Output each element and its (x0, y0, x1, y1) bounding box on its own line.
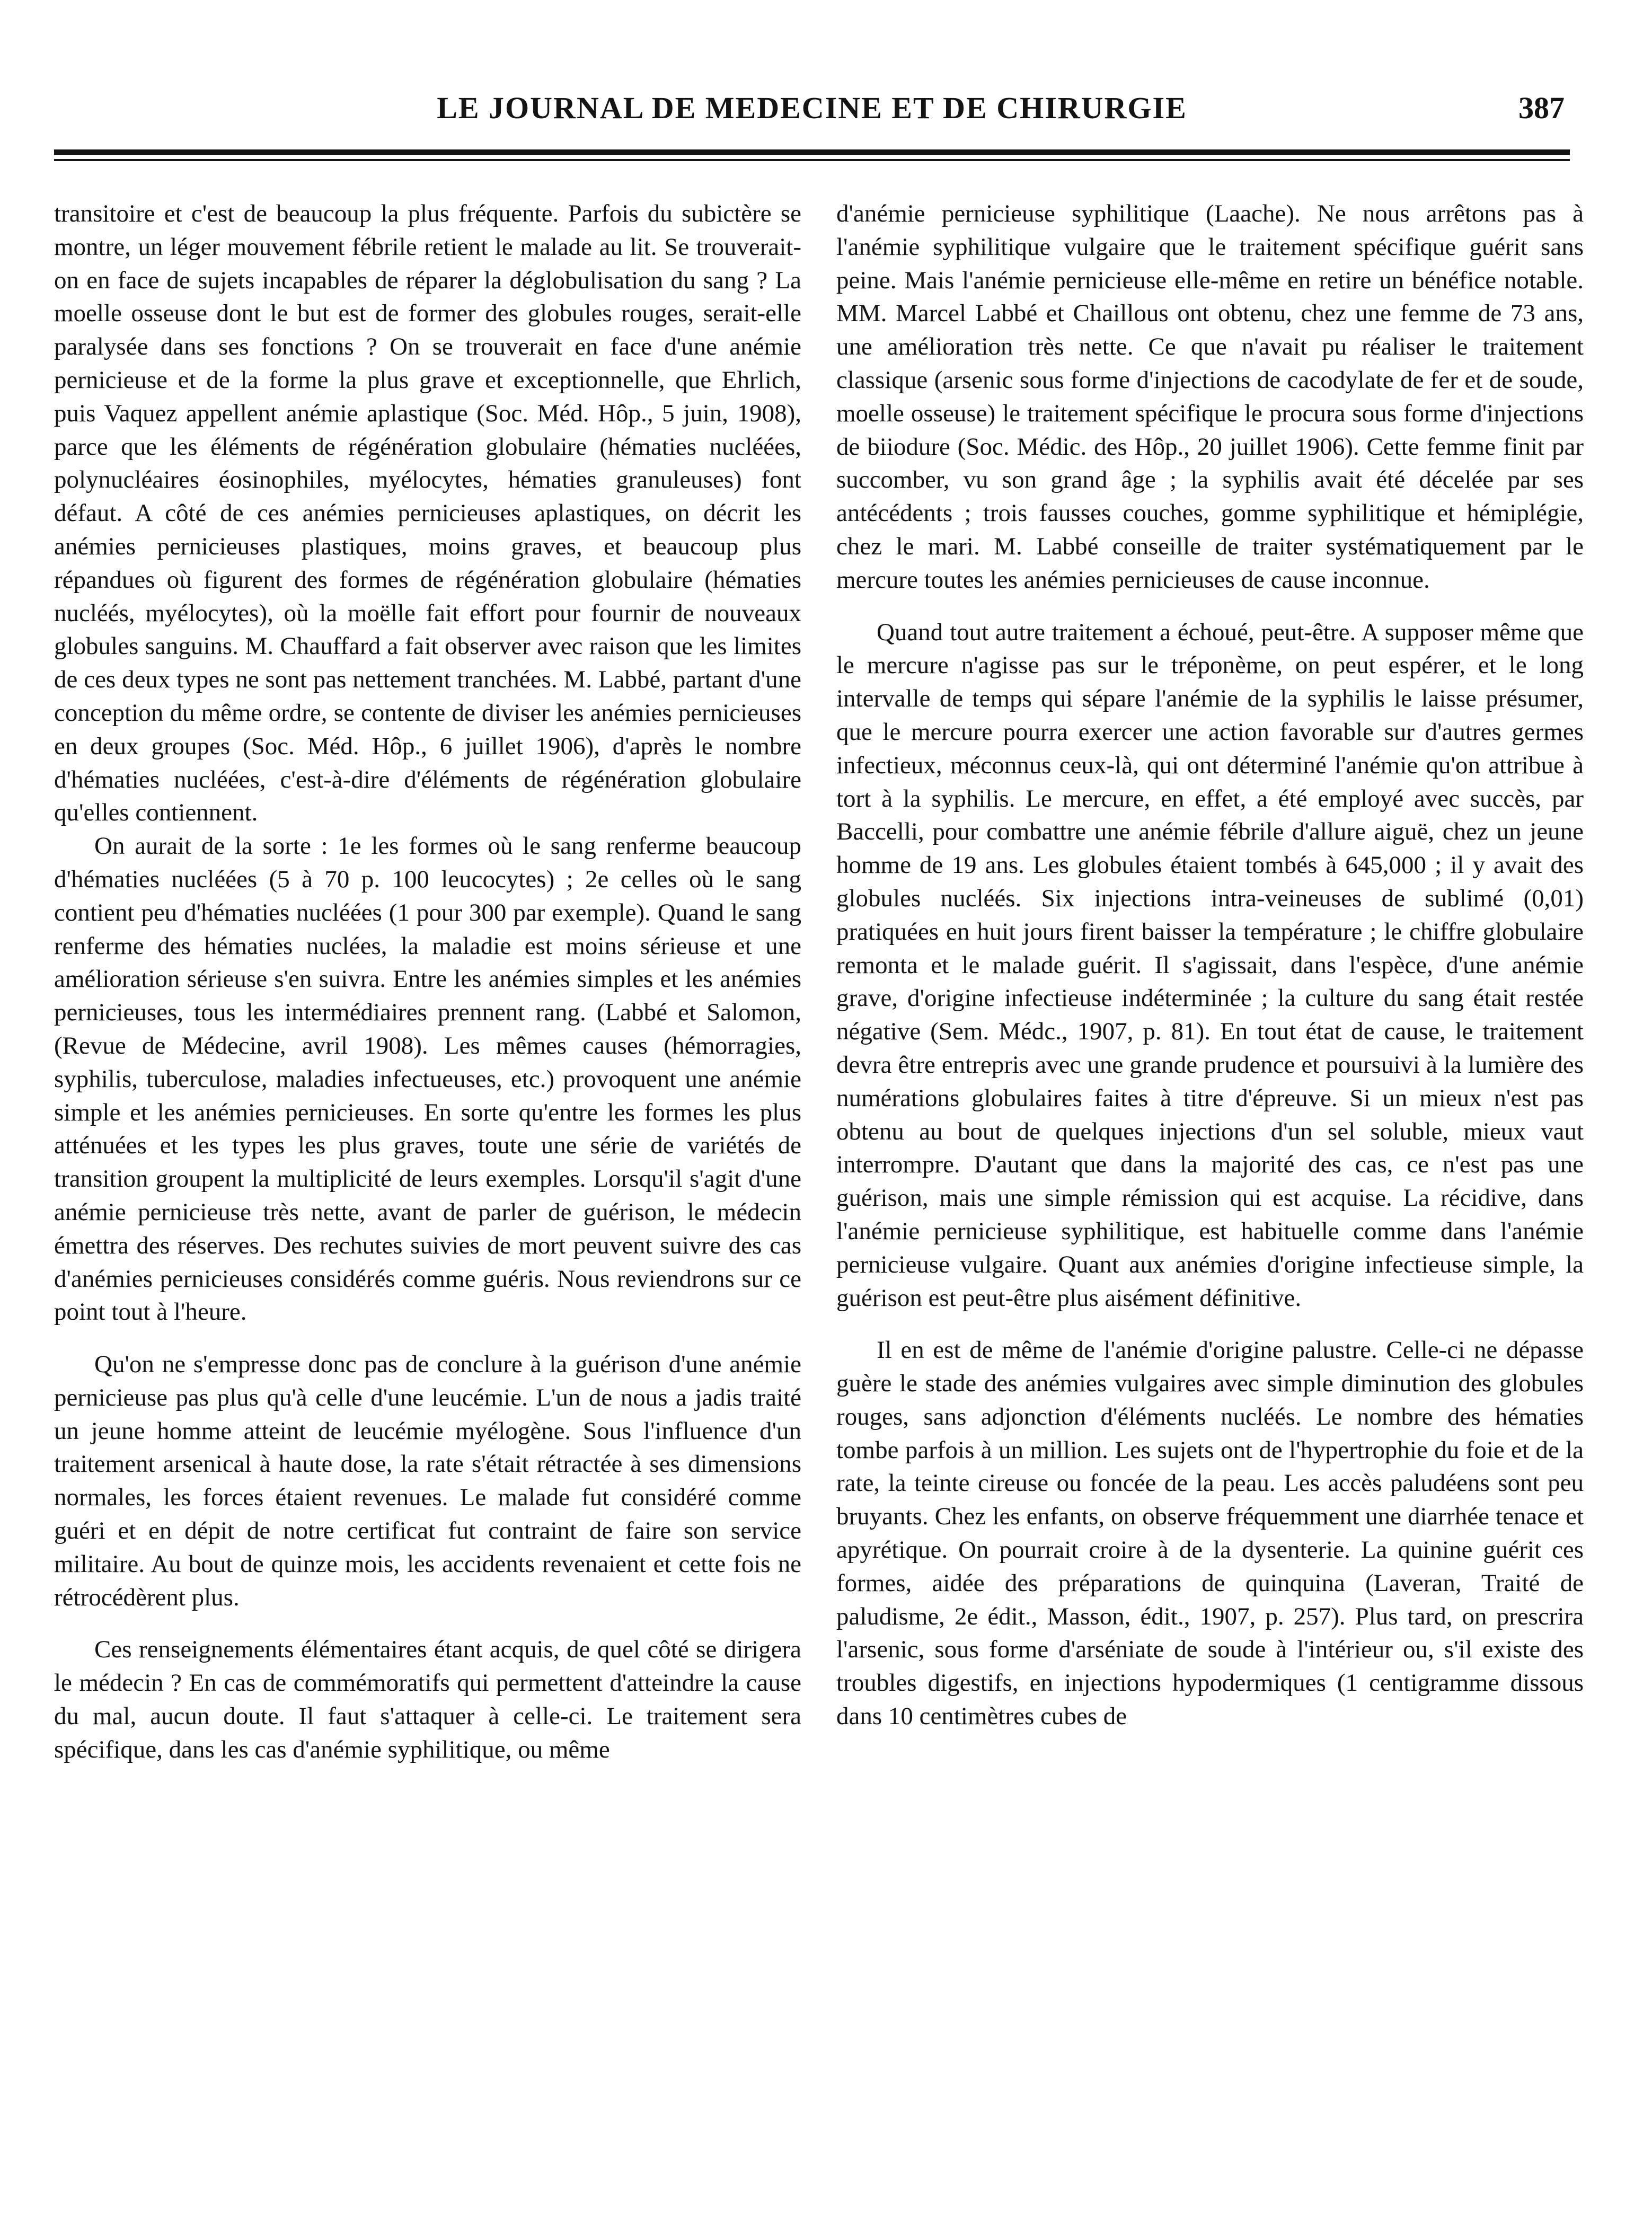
paragraph: Ces renseignements élémentaires étant acquis, de quel côté se dirigera le médecin ? En cas de commémoratifs qui permettent d'atteindre la cause du mal, aucun doute. Il faut s'attaquer à celle-ci. Le traitement sera spécifique, dans les cas d'anémie syphilitique, ou même (54, 1636, 801, 1763)
paragraph: transitoire et c'est de beaucoup la plus fréquente. Parfois du subictère se montre, un léger mouvement fébrile retient le malade au lit. Se trouverait-on en face de sujets incapables de réparer la déglobulisation du sang ? La moelle osseuse dont le but est de former des globules rouges, serait-elle paralysée dans ses fonctions ? On se trouverait en face d'une anémie pernicieuse et de la forme la plus grave et exceptionnelle, que Ehrlich, puis Vaquez appellent anémie aplastique (Soc. Méd. Hôp., 5 juin, 1908), parce que les éléments de régénération globulaire (hématies nucléées, polynucléaires éosinophiles, myélocytes, hématies granuleuses) font défaut. A côté de ces anémies pernicieuses aplastiques, on décrit les anémies pernicieuses plastiques, moins graves, et beaucoup plus répandues où figurent des formes de régénération globulaire (hématies nucléés, myélocytes), où la moëlle fait effort pour fournir de nouveaux globules sanguins. M. Chauffard a fait observer avec raison que les limites de ces deux types ne sont pas nettement tranchées. M. Labbé, partant d'une conception du même ordre, se contente de diviser les anémies pernicieuses en deux groupes (Soc. Méd. Hôp., 6 juillet 1906), d'après le nombre d'hématies nucléées, c'est-à-dire d'éléments de régénération globulaire qu'elles contiennent. (54, 200, 801, 827)
header-rule-thick (54, 149, 1570, 155)
page-header (54, 85, 1570, 138)
header-rule-thin (54, 159, 1570, 161)
paragraph: Qu'on ne s'empresse donc pas de conclure à la guérison d'une anémie pernicieuse pas plus qu'à celle d'une leucémie. L'un de nous a jadis traité un jeune homme atteint de leucémie myélogène. Sous l'influence d'un traitement arsenical à haute dose, la rate s'était rétractée à ses dimensions normales, les forces étaient revenues. Le malade fut considéré comme guéri et en dépit de notre certificat fut contraint de faire son service militaire. Au bout de quinze mois, les accidents revenaient et cette fois ne rétrocédèrent plus. (54, 1350, 801, 1611)
paragraph: On aurait de la sorte : 1e les formes où le sang renferme beaucoup d'hématies nucléées (5 à 70 p. 100 leucocytes) ; 2e celles où le sang contient peu d'hématies nucléées (1 pour 300 par exemple). Quand le sang renferme des hématies nuclées, la maladie est moins sérieuse et une amélioration sérieuse s'en suivra. Entre les anémies simples et les anémies pernicieuses, tous les intermédiaires prennent rang. (Labbé et Salomon, (Revue de Médecine, avril 1908). Les mêmes causes (hémorragies, syphilis, tuberculose, maladies infectueuses, etc.) provoquent une anémie simple et les anémies pernicieuses. En sorte qu'entre les formes les plus atténuées et les types les plus graves, toute une série de variétés de transition groupent la multiplicité de leurs exemples. Lorsqu'il s'agit d'une anémie pernicieuse très nette, avant de parler de guérison, le médecin émettra des réserves. Des rechutes suivies de mort peuvent suivre des cas d'anémies pernicieuses considérés comme guéris. Nous reviendrons sur ce point tout à l'heure. (54, 832, 801, 1326)
page-number: 387 (1518, 91, 1565, 125)
paragraph: Quand tout autre traitement a échoué, peut-être. A supposer même que le mercure n'agisse pas sur le tréponème, on peut espérer, et le long intervalle de temps qui sépare l'anémie de la syphilis le laisse présumer, que le mercure pourra exercer une action favorable sur d'autres germes infectieux, méconnus ceux-là, qui ont déterminé l'anémie qu'on attribue à tort à la syphilis. Le mercure, en effet, a été employé avec succès, par Baccelli, pour combattre une anémie fébrile d'allure aiguë, chez un jeune homme de 19 ans. Les globules étaient tombés à 645,000 ; il y avait des globules nucléés. Six injections intra-veineuses de sublimé (0,01) pratiquées en huit jours firent baisser la température ; le chiffre globulaire remonta et le malade guérit. Il s'agissait, dans l'espèce, d'une anémie grave, d'origine infectieuse indéterminée ; la culture du sang était restée négative (Sem. Médc., 1907, p. 81). En tout état de cause, le traitement devra être entrepris avec une grande prudence et poursuivi à la lumière des numérations globulaires faites à titre d'épreuve. Si un mieux n'est pas obtenu au bout de quelques injections d'un sel soluble, mieux vaut interrompre. D'autant que dans la majorité des cas, ce n'est pas une guérison, mais une simple rémission qui est acquise. La récidive, dans l'anémie pernicieuse syphilitique, est habituelle comme dans l'anémie pernicieuse vulgaire. Quant aux anémies d'origine infectieuse simple, la guérison est peut-être plus aisément définitive. (836, 618, 1584, 1312)
right-column (836, 197, 1584, 1733)
left-column (54, 197, 801, 1767)
running-title: LE JOURNAL DE MEDECINE ET DE CHIRURGIE (437, 91, 1187, 125)
paragraph: Il en est de même de l'anémie d'origine palustre. Celle-ci ne dépasse guère le stade des anémies vulgaires avec simple diminution des globules rouges, sans adjonction d'éléments nucléés. Le nombre des hématies tombe parfois à un million. Les sujets ont de l'hypertrophie du foie et de la rate, la teinte cireuse ou foncée de la peau. Les accès paludéens sont peu bruyants. Chez les enfants, on observe fréquemment une diarrhée tenace et apyrétique. On pourrait croire à de la dysenterie. La quinine guérit ces formes, aidée des préparations de quinquina (Laveran, Traité de paludisme, 2e édit., Masson, édit., 1907, p. 257). Plus tard, on prescrira l'arsenic, sous forme d'arséniate de soude à l'intérieur ou, s'il existe des troubles digestifs, en injections hypodermiques (1 centigramme dissous dans 10 centimètres cubes de (836, 1336, 1584, 1730)
paragraph: d'anémie pernicieuse syphilitique (Laache). Ne nous arrêtons pas à l'anémie syphilitique vulgaire que le traitement spécifique guérit sans peine. Mais l'anémie pernicieuse elle-même en retire un bénéfice notable. MM. Marcel Labbé et Chaillous ont obtenu, chez une femme de 73 ans, une amélioration très nette. Ce que n'avait pu réaliser le traitement classique (arsenic sous forme d'injections de cacodylate de fer et de soude, moelle osseuse) le traitement spécifique le procura sous forme d'injections de biiodure (Soc. Médic. des Hôp., 20 juillet 1906). Cette femme finit par succomber, vu son grand âge ; la syphilis avait été décelée par ses antécédents ; trois fausses couches, gomme syphilitique et hémiplégie, chez le mari. M. Labbé conseille de traiter systématiquement par le mercure toutes les anémies pernicieuses de cause inconnue. (836, 200, 1584, 594)
